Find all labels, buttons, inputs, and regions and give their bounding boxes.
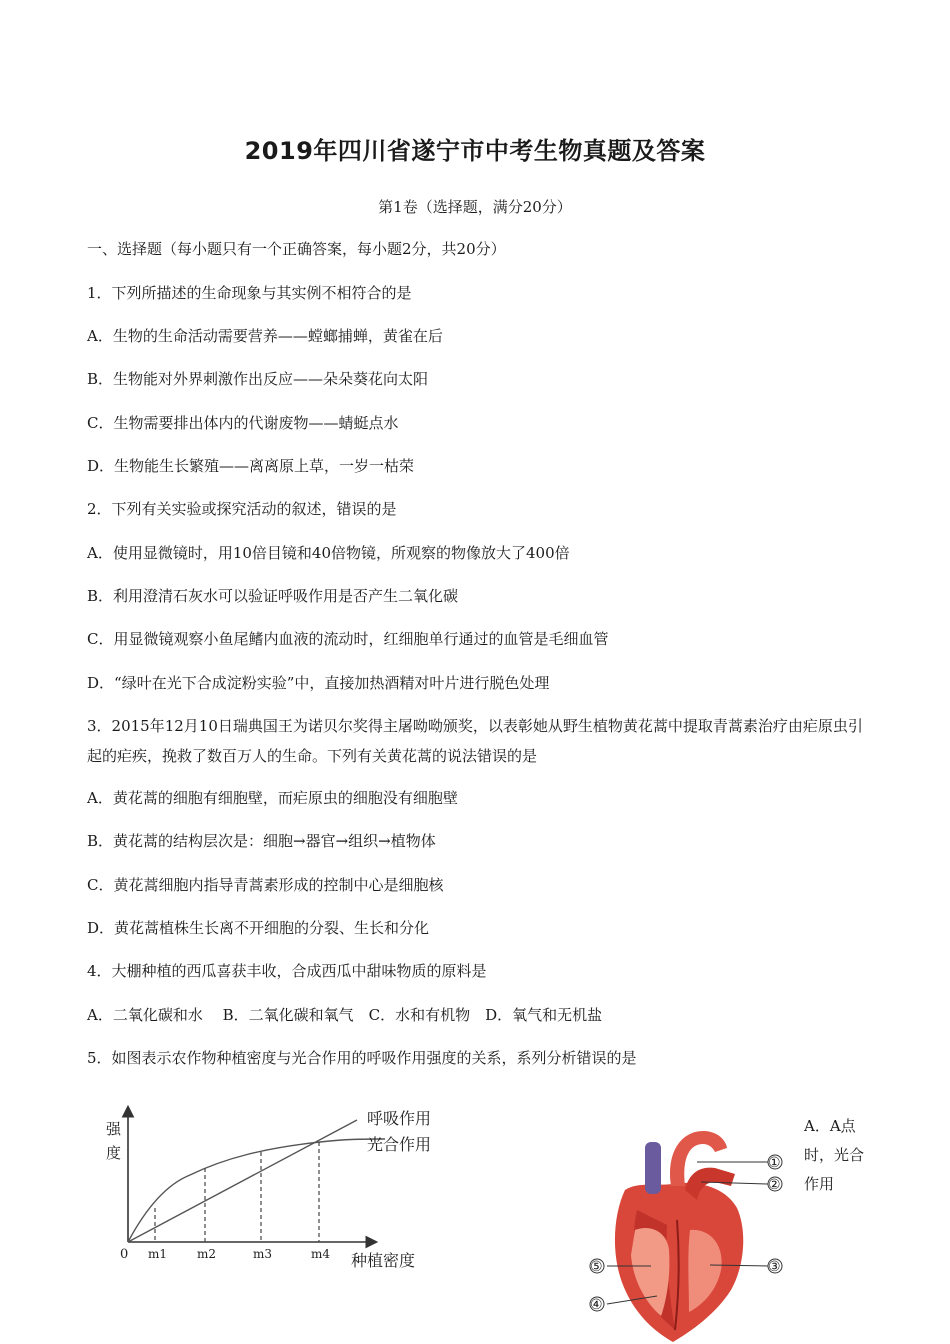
question-5-stem: 5．如图表示农作物种植密度与光合作用的呼吸作用强度的关系，系列分析错误的是 bbox=[87, 1049, 637, 1067]
question-1-stem: 1．下列所描述的生命现象与其实例不相符合的是 bbox=[87, 284, 412, 302]
question-1-option-d: D．生物能生长繁殖——离离原上草，一岁一枯荣 bbox=[87, 457, 415, 475]
question-1-option-c: C．生物需要排出体内的代谢废物——蜻蜓点水 bbox=[87, 414, 399, 432]
tick-m4: m4 bbox=[311, 1247, 331, 1261]
heart-label-5: ⑤ bbox=[590, 1259, 603, 1275]
heart-label-3: ③ bbox=[768, 1259, 781, 1275]
y-axis-label-1: 强 bbox=[106, 1120, 122, 1138]
photosynthesis-label: 光合作用 bbox=[367, 1135, 432, 1154]
question-3-option-a: A．黄花蒿的细胞有细胞壁，而疟原虫的细胞没有细胞壁 bbox=[87, 789, 458, 807]
heart-diagram bbox=[585, 1120, 800, 1344]
question-1-option-a: A．生物的生命活动需要营养——螳螂捕蝉，黄雀在后 bbox=[87, 327, 443, 345]
question-1-option-b: B．生物能对外界刺激作出反应——朵朵葵花向太阳 bbox=[87, 370, 429, 388]
vein-top bbox=[645, 1142, 661, 1194]
photosynthesis-curve bbox=[128, 1139, 385, 1242]
heart-label-4: ④ bbox=[590, 1297, 603, 1313]
tick-m3: m3 bbox=[253, 1247, 273, 1261]
x-axis-label: 种植密度 bbox=[351, 1251, 416, 1270]
question-2-option-c: C．用显微镜观察小鱼尾鳍内血液的流动时，红细胞单行通过的血管是毛细血管 bbox=[87, 630, 609, 648]
section-heading: 一、选择题（每小题只有一个正确答案，每小题2分，共20分） bbox=[87, 240, 506, 258]
respiration-label: 呼吸作用 bbox=[367, 1109, 432, 1128]
question-4-stem: 4．大棚种植的西瓜喜获丰收，合成西瓜中甜味物质的原料是 bbox=[87, 962, 487, 980]
section-subtitle: 第1卷（选择题，满分20分） bbox=[378, 198, 572, 216]
question-4-options: A．二氧化碳和水 B．二氧化碳和氧气 C．水和有机物 D．氧气和无机盐 bbox=[87, 1006, 603, 1024]
density-intensity-graph bbox=[95, 1100, 455, 1280]
question-3-stem: 3．2015年12月10日瑞典国王为诺贝尔奖得主屠呦呦颁奖，以表彰她从野生植物黄花蒿中提取青蒿素治疗由疟原虫引起的疟疾，挽救了数百万人的生命。下列有关黄花蒿的说法错误的是 bbox=[87, 717, 863, 765]
y-axis-label-2: 度 bbox=[106, 1144, 122, 1162]
leader-2 bbox=[701, 1182, 768, 1184]
respiration-line bbox=[128, 1120, 357, 1242]
tick-m2: m2 bbox=[197, 1247, 217, 1261]
question-2-option-a: A．使用显微镜时，用10倍目镜和40倍物镜，所观察的物像放大了400倍 bbox=[87, 544, 570, 562]
question-3-option-b: B．黄花蒿的结构层次是：细胞→器官→组织→植物体 bbox=[87, 832, 436, 850]
question-3-option-c: C．黄花蒿细胞内指导青蒿素形成的控制中心是细胞核 bbox=[87, 876, 444, 894]
question-2-option-d: D．“绿叶在光下合成淀粉实验”中，直接加热酒精对叶片进行脱色处理 bbox=[87, 674, 550, 692]
origin-label: 0 bbox=[120, 1247, 129, 1262]
question-3-option-d: D．黄花蒿植株生长离不开细胞的分裂、生长和分化 bbox=[87, 919, 430, 937]
page-title: 2019年四川省遂宁市中考生物真题及答案 bbox=[244, 137, 706, 165]
heart-label-2: ② bbox=[768, 1177, 781, 1193]
question-5-option-a: A．A点时，光合作用 bbox=[804, 1117, 865, 1193]
heart-label-1: ① bbox=[768, 1155, 781, 1171]
question-2-stem: 2．下列有关实验或探究活动的叙述，错误的是 bbox=[87, 500, 397, 518]
tick-m1: m1 bbox=[148, 1247, 168, 1261]
question-2-option-b: B．利用澄清石灰水可以验证呼吸作用是否产生二氧化碳 bbox=[87, 587, 459, 605]
